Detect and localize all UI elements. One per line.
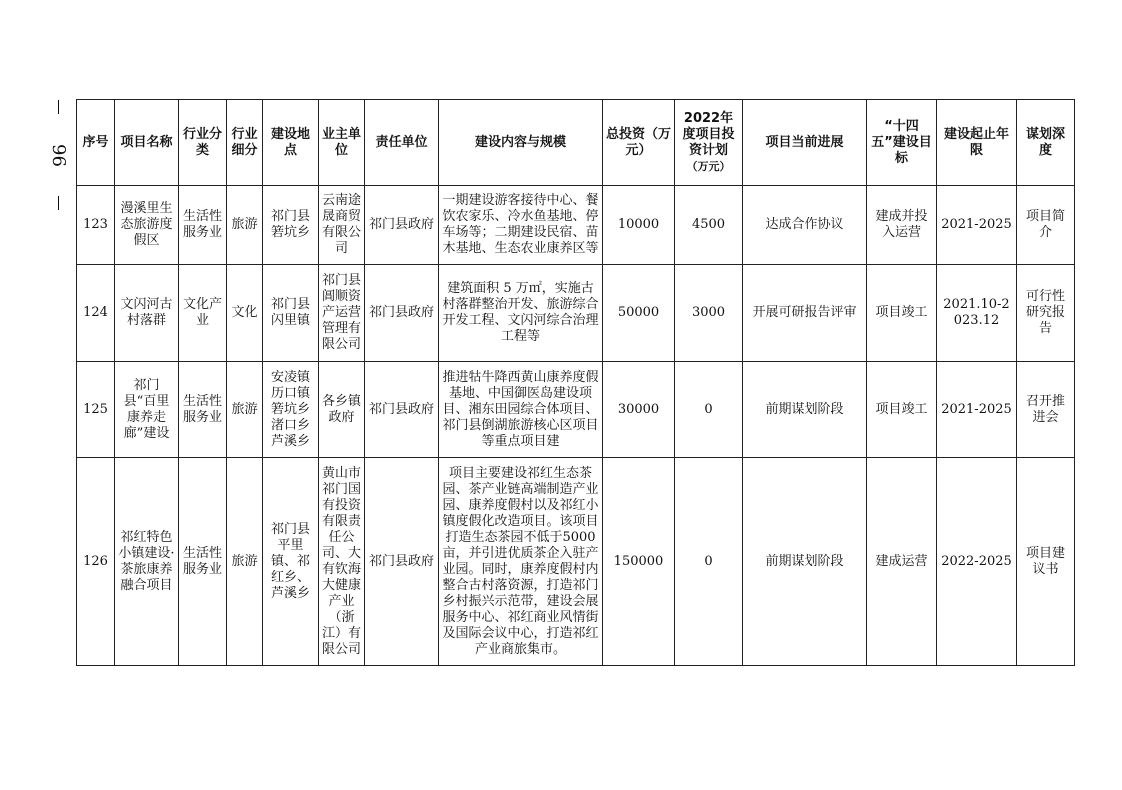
cell-plan: 4500 (675, 186, 743, 265)
cell-name: 祁红特色小镇建设·茶旅康养融合项目 (115, 458, 179, 666)
cell-seq: 123 (77, 186, 115, 265)
cell-plan: 0 (675, 362, 743, 458)
page-number (44, 100, 72, 210)
cell-plan: 3000 (675, 265, 743, 362)
cell-sub-industry: 旅游 (227, 458, 263, 666)
cell-progress: 前期谋划阶段 (743, 362, 867, 458)
cell-period: 2021-2025 (937, 186, 1017, 265)
page-number-text: 96 (47, 143, 69, 167)
table-row (77, 186, 1075, 265)
cell-total-invest: 30000 (603, 362, 675, 458)
header-content: 建设内容与规模 (439, 100, 603, 186)
header-plan (675, 100, 743, 186)
cell-progress: 达成合作协议 (743, 186, 867, 265)
header-period: 建设起止年限 (937, 100, 1017, 186)
header-depth: 谋划深度 (1017, 100, 1075, 186)
cell-name: 文闪河古村落群 (115, 265, 179, 362)
cell-seq: 126 (77, 458, 115, 666)
cell-goal: 项目竣工 (867, 362, 937, 458)
page-number-dash-bottom (58, 196, 59, 210)
cell-period: 2021-2025 (937, 362, 1017, 458)
header-plan-main: 2022年度项目投资计划 (682, 110, 735, 158)
cell-depth: 召开推进会 (1017, 362, 1075, 458)
header-owner: 业主单位 (319, 100, 365, 186)
header-name: 项目名称 (115, 100, 179, 186)
header-plan-unit: （万元） (686, 159, 731, 173)
table-row (77, 362, 1075, 458)
header-location: 建设地点 (263, 100, 319, 186)
cell-location: 安凌镇历口镇箬坑乡渚口乡芦溪乡 (263, 362, 319, 458)
cell-name: 祁门县“百里康养走廊”建设 (115, 362, 179, 458)
cell-responsible: 祁门县政府 (365, 458, 439, 666)
header-progress: 项目当前进展 (743, 100, 867, 186)
cell-location: 祁门县闪里镇 (263, 265, 319, 362)
cell-goal: 建成运营 (867, 458, 937, 666)
header-seq: 序号 (77, 100, 115, 186)
cell-period: 2021.10-2023.12 (937, 265, 1017, 362)
cell-sub-industry: 文化 (227, 265, 263, 362)
cell-goal: 项目竣工 (867, 265, 937, 362)
table-row (77, 458, 1075, 666)
cell-seq: 125 (77, 362, 115, 458)
cell-total-invest: 150000 (603, 458, 675, 666)
cell-seq: 124 (77, 265, 115, 362)
cell-period: 2022-2025 (937, 458, 1017, 666)
cell-owner: 云南途晟商贸有限公司 (319, 186, 365, 265)
cell-owner: 各乡镇政府 (319, 362, 365, 458)
cell-total-invest: 50000 (603, 265, 675, 362)
cell-name: 漫溪里生态旅游度假区 (115, 186, 179, 265)
cell-depth: 项目简介 (1017, 186, 1075, 265)
cell-industry: 生活性服务业 (179, 458, 227, 666)
cell-responsible: 祁门县政府 (365, 265, 439, 362)
cell-depth: 项目建议书 (1017, 458, 1075, 666)
cell-depth: 可行性研究报告 (1017, 265, 1075, 362)
header-industry: 行业分类 (179, 100, 227, 186)
cell-content: 建筑面积 5 万㎡，实施古村落群整治开发、旅游综合开发工程、文闪河综合治理工程等 (439, 265, 603, 362)
cell-content: 一期建设游客接待中心、餐饮农家乐、冷水鱼基地、停车场等；二期建设民宿、苗木基地、生态农业康养区等 (439, 186, 603, 265)
cell-total-invest: 10000 (603, 186, 675, 265)
cell-responsible: 祁门县政府 (365, 362, 439, 458)
cell-industry: 文化产业 (179, 265, 227, 362)
cell-owner: 祁门县阊顺资产运营管理有限公司 (319, 265, 365, 362)
header-sub-industry: 行业细分 (227, 100, 263, 186)
cell-plan: 0 (675, 458, 743, 666)
header-row (77, 100, 1075, 186)
header-total-invest: 总投资（万元） (603, 100, 675, 186)
cell-sub-industry: 旅游 (227, 362, 263, 458)
table-row (77, 265, 1075, 362)
cell-industry: 生活性服务业 (179, 362, 227, 458)
header-responsible: 责任单位 (365, 100, 439, 186)
cell-industry: 生活性服务业 (179, 186, 227, 265)
cell-content: 项目主要建设祁红生态茶园、茶产业链高端制造产业园、康养度假村以及祁红小镇度假化改造项目。该项目打造生态茶园不低于5000亩，并引进优质茶企入驻产业园。同时，康养度假村内整合古村落资源，打造祁门乡村振兴示范带，建设会展服务中心、祁红商业风情街及国际会议中心，打造祁红产业商旅集市。 (439, 458, 603, 666)
cell-responsible: 祁门县政府 (365, 186, 439, 265)
page-number-dash-top (58, 100, 59, 114)
cell-sub-industry: 旅游 (227, 186, 263, 265)
cell-owner: 黄山市祁门国有投资有限责任公司、大有钦海大健康产业（浙江）有限公司 (319, 458, 365, 666)
cell-content: 推进牯牛降西黄山康养度假基地、中国御医岛建设项目、湘东田园综合体项目、祁门县倒湖旅游核心区项目等重点项目建 (439, 362, 603, 458)
cell-goal: 建成并投入运营 (867, 186, 937, 265)
cell-location: 祁门县平里镇、祁红乡、芦溪乡 (263, 458, 319, 666)
cell-location: 祁门县箬坑乡 (263, 186, 319, 265)
header-goal: “十四五”建设目标 (867, 100, 937, 186)
project-table (76, 99, 1075, 666)
cell-progress: 开展可研报告评审 (743, 265, 867, 362)
cell-progress: 前期谋划阶段 (743, 458, 867, 666)
